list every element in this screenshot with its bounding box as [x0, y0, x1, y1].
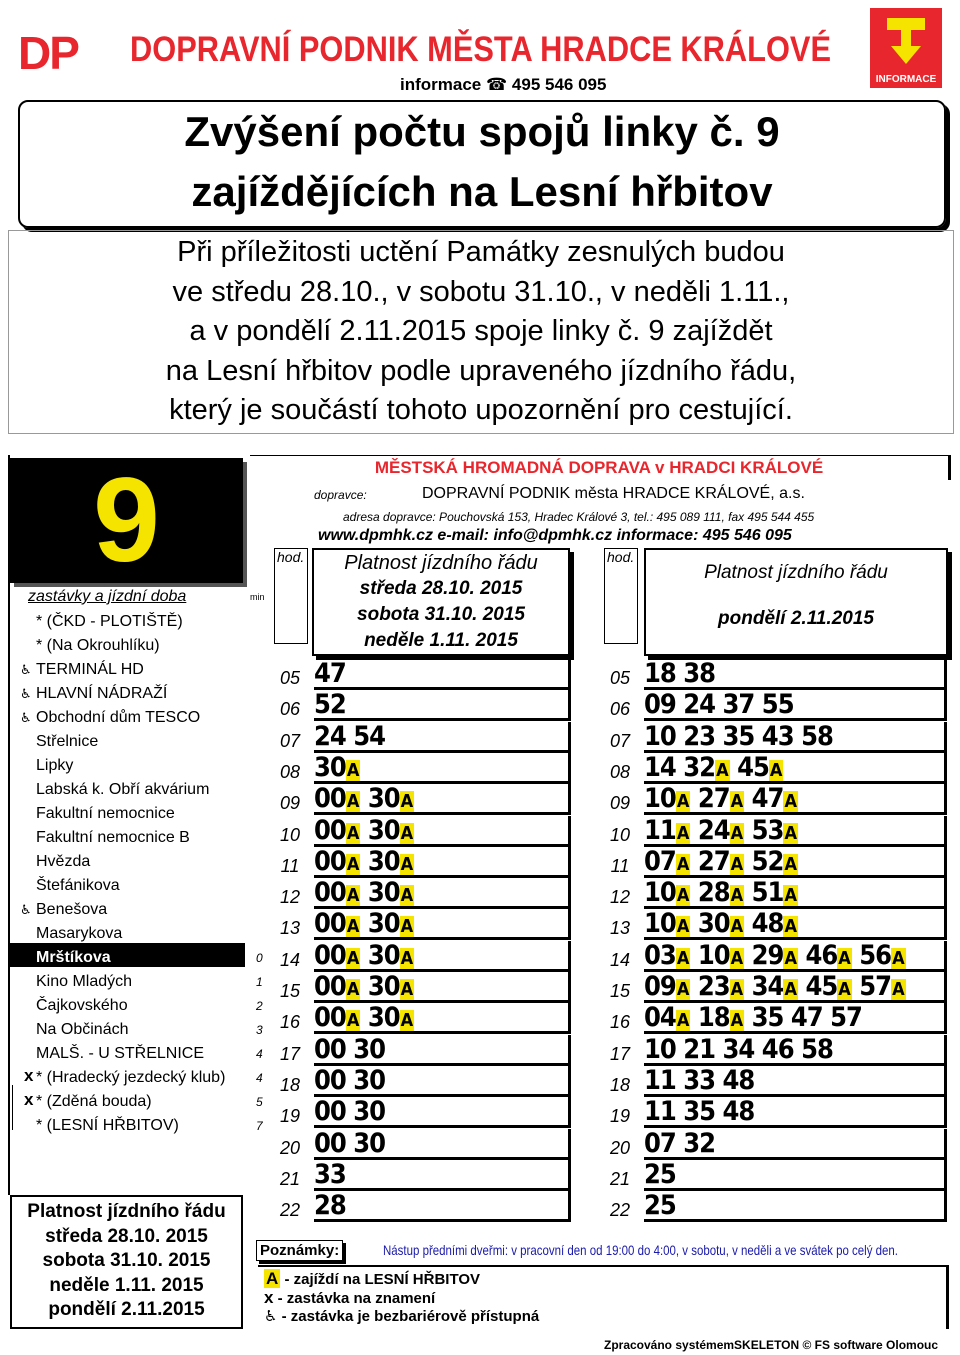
lesni-hrbitov-marker: A: [676, 822, 690, 844]
departure-minute: 52: [314, 689, 346, 721]
hour-header: hod.: [604, 548, 638, 644]
lesni-hrbitov-marker: A: [769, 759, 783, 781]
departure-minute: 00A: [314, 1002, 360, 1034]
departures-cell: [314, 1003, 571, 1034]
stop-travel-time: 4: [256, 1047, 263, 1061]
hour-cell: 18: [279, 1074, 301, 1095]
stop-name: * (LESNÍ HŘBITOV): [36, 1117, 179, 1134]
departure-minute: 35: [751, 1002, 784, 1034]
hour-header: hod.: [274, 548, 308, 644]
hour-cell: 20: [279, 1137, 301, 1158]
departure-minute: 37: [722, 689, 755, 721]
departure-minute: 11A: [644, 814, 690, 846]
departures-cell: [314, 909, 571, 940]
hour-cell: 16: [279, 1012, 301, 1033]
hour-cell: 21: [279, 1168, 301, 1189]
notice-line: který je součástí tohoto upozornění pro cestující.: [169, 394, 793, 426]
departure-minute: 48: [722, 1064, 755, 1096]
lesni-hrbitov-marker: A: [676, 947, 690, 969]
hour-cell: 20: [609, 1137, 631, 1158]
departure-minute: 33: [683, 1064, 716, 1096]
hour-cell: 18: [609, 1074, 631, 1095]
departure-minute: 30A: [367, 877, 414, 909]
departure-minute: 38: [683, 658, 716, 689]
stop-name: * (ČKD - PLOTIŠTĚ): [36, 613, 183, 630]
hour-cell: 15: [609, 981, 631, 1001]
departure-minute: 10A: [644, 877, 690, 909]
hour-cell: 14: [609, 949, 631, 970]
stop-name: Čajkovského: [36, 997, 128, 1014]
departure-minute: 30A: [367, 783, 414, 815]
legend-text: - zajíždí na LESNÍ HŘBITOV: [284, 1271, 481, 1288]
departure-minute: 10A: [644, 783, 690, 815]
departures-cell: [644, 753, 947, 784]
departures-cell: [644, 722, 947, 753]
hour-cell: 11: [610, 855, 630, 876]
stop-travel-time: 5: [256, 1095, 263, 1109]
lesni-hrbitov-marker: A: [838, 947, 851, 969]
hour-cell: 05: [279, 668, 301, 688]
lesni-hrbitov-marker: A: [346, 916, 360, 938]
departures-cell: [644, 1097, 947, 1128]
legend-key: A: [266, 1269, 279, 1288]
departures-cell: [644, 784, 947, 815]
hour-cell: 21: [609, 1168, 631, 1189]
departures-cell: [644, 659, 947, 690]
legend-item: [264, 1269, 480, 1289]
departure-minute: 57A: [859, 971, 905, 1002]
departures-cell: [644, 909, 947, 940]
departures-cell: [314, 1129, 571, 1160]
stop-name: MALŠ. - U STŘELNICE: [36, 1045, 205, 1062]
hour-cell: 19: [279, 1106, 301, 1127]
departure-minute: 30A: [367, 971, 414, 1002]
notice-line: Při příležitosti uctění Památky zesnulých budou: [177, 236, 785, 268]
hour-cell: 11: [280, 855, 300, 876]
departures-cell: [314, 722, 571, 753]
departure-minute: 25: [644, 1158, 676, 1190]
hour-cell: 10: [279, 824, 301, 845]
departure-minute: 47A: [751, 783, 797, 815]
footer: Zpracováno systémemSKELETON © FS software Olomouc: [604, 1338, 939, 1352]
departure-minute: 35: [683, 1096, 716, 1128]
headline-line2: zajíždějících na Lesní hřbitov: [191, 168, 773, 215]
notes-label: Poznámky:: [256, 1240, 343, 1261]
stop-name: Na Občinách: [36, 1021, 129, 1038]
lesni-hrbitov-marker: A: [676, 1010, 690, 1032]
stop-travel-time: 3: [256, 1023, 263, 1037]
departure-minute: 43: [761, 720, 794, 752]
lesni-hrbitov-marker: A: [892, 947, 905, 969]
stop-travel-time: 7: [256, 1119, 263, 1133]
lesni-hrbitov-marker: A: [346, 979, 360, 1000]
hour-cell: 07: [609, 730, 631, 751]
lesni-hrbitov-marker: A: [400, 947, 414, 969]
stop-name: ♿ TERMINÁL HD: [36, 660, 144, 680]
hour-cell: 09: [279, 793, 301, 814]
lesni-hrbitov-marker: A: [676, 853, 690, 875]
departures-cell: [314, 1191, 571, 1222]
legend-key: x: [264, 1288, 274, 1307]
departure-minute: 48: [722, 1096, 755, 1128]
lesni-hrbitov-marker: A: [346, 885, 360, 907]
stop-travel-time: 1: [256, 975, 263, 989]
hour-cell: 07: [279, 730, 301, 751]
departures-cell: [644, 941, 947, 972]
departure-minute: 30A: [367, 814, 414, 846]
validity-title: Platnost jízdního řádu: [344, 552, 538, 574]
departure-minute: 32A: [683, 751, 729, 783]
lesni-hrbitov-marker: A: [400, 822, 414, 844]
phone-icon: ☎: [485, 75, 508, 94]
lesni-hrbitov-marker: A: [400, 791, 414, 813]
departure-minute: 00A: [314, 814, 360, 846]
departure-minute: 04A: [644, 1002, 690, 1034]
departures-cell: [314, 1035, 571, 1066]
validity-date: neděle 1.11. 2015: [364, 630, 518, 651]
line-number: 9: [93, 453, 160, 587]
direction-line: [12, 1085, 13, 1130]
departure-minute: 07: [644, 1127, 676, 1159]
headline-line1: Zvýšení počtu spojů linky č. 9: [184, 108, 780, 155]
info-badge-label: INFORMACE: [875, 74, 937, 85]
info-label: informace: [400, 75, 482, 94]
departure-minute: 00A: [314, 939, 360, 971]
departure-minute: 30A: [367, 908, 414, 940]
departure-minute: 34: [722, 1033, 755, 1065]
notice-text: [8, 230, 954, 434]
operator-contacts: www.dpmhk.cz e-mail: info@dpmhk.cz informace: 495 546 095: [318, 527, 792, 544]
stop-name: ♿ Benešova: [36, 900, 107, 920]
departure-minute: 21: [683, 1033, 716, 1065]
hour-cell: 08: [609, 761, 631, 782]
departure-minute: 35: [722, 720, 755, 752]
departure-minute: 10: [644, 1033, 676, 1065]
request-stop-mark: x: [24, 1066, 34, 1085]
departure-minute: 09A: [644, 971, 690, 1002]
departure-minute: 28: [314, 1190, 346, 1222]
stop-name: Hvězda: [36, 853, 91, 870]
wheelchair-icon: ♿: [264, 1308, 278, 1325]
lesni-hrbitov-marker: A: [730, 947, 744, 969]
stop-travel-time: 2: [256, 999, 263, 1013]
lesni-hrbitov-marker: A: [346, 759, 360, 781]
validity-box-weekend: [312, 548, 570, 656]
lesni-hrbitov-marker: A: [730, 1010, 744, 1032]
lesni-hrbitov-marker: A: [784, 947, 797, 969]
hour-cell: 13: [279, 918, 301, 939]
min-label: min: [250, 592, 265, 602]
stop-name: ♿ HLAVNÍ NÁDRAŽÍ: [36, 684, 167, 704]
departure-minute: 48A: [751, 908, 797, 940]
validity-date: pondělí 2.11.2015: [48, 1299, 205, 1320]
departures-cell: [314, 753, 571, 784]
departure-minute: 30: [353, 1064, 386, 1096]
departure-minute: 27A: [697, 845, 744, 877]
stop-name: Střelnice: [36, 733, 99, 750]
mhd-title: MĚSTSKÁ HROMADNÁ DOPRAVA v HRADCI KRÁLOVÉ: [250, 455, 951, 480]
left-validity-box: [10, 1195, 243, 1329]
departures-cell: [644, 847, 947, 878]
stop-name: Mrštíkova: [36, 949, 111, 966]
validity-date: sobota 31.10. 2015: [42, 1250, 211, 1271]
validity-title: Platnost jízdního řádu: [27, 1201, 226, 1222]
lesni-hrbitov-marker: A: [730, 822, 744, 844]
stop-name: Fakultní nemocnice: [36, 805, 175, 822]
legend-item: [264, 1307, 539, 1325]
departure-minute: 00A: [314, 971, 360, 1002]
departure-minute: 29A: [751, 939, 797, 971]
lesni-hrbitov-marker: A: [400, 885, 414, 907]
departure-minute: 30A: [367, 1002, 414, 1034]
lesni-hrbitov-marker: A: [400, 916, 414, 938]
lesni-hrbitov-marker: A: [676, 916, 690, 938]
validity-date: sobota 31.10. 2015: [357, 604, 525, 625]
departure-minute: 18: [644, 658, 676, 689]
stop-name: * (Hradecký jezdecký klub): [36, 1069, 226, 1086]
departures-cell: [644, 972, 947, 1003]
departure-minute: 23A: [697, 971, 744, 1002]
departures-cell: [644, 690, 947, 721]
lesni-hrbitov-marker: A: [730, 979, 744, 1000]
departure-minute: 30: [353, 1033, 386, 1065]
departures-cell: [314, 847, 571, 878]
down-arrow-icon: [885, 16, 927, 66]
departure-minute: 07A: [644, 845, 690, 877]
departure-minute: 27A: [697, 783, 744, 815]
departures-cell: [314, 1097, 571, 1128]
departure-minute: 56A: [859, 939, 905, 971]
lesni-hrbitov-marker: A: [676, 791, 690, 813]
stop-travel-time: 0: [256, 951, 263, 965]
validity-date: středa 28.10. 2015: [359, 578, 523, 599]
departures-cell: [314, 1066, 571, 1097]
legend-item: [264, 1288, 435, 1308]
departure-minute: 47: [314, 658, 346, 689]
departure-minute: 47: [790, 1002, 823, 1034]
lesni-hrbitov-marker: A: [730, 916, 744, 938]
lesni-hrbitov-marker: A: [730, 791, 744, 813]
operator-name: DOPRAVNÍ PODNIK města HRADCE KRÁLOVÉ, a.s.: [422, 485, 805, 502]
departure-minute: 00A: [314, 877, 360, 909]
departures-cell: [644, 1160, 947, 1191]
departures-cell: [644, 1066, 947, 1097]
notice-line: na Lesní hřbitov podle upraveného jízdního řádu,: [165, 354, 797, 387]
departures-cell: [644, 1035, 947, 1066]
departure-minute: 58: [801, 720, 833, 752]
hour-cell: 12: [279, 887, 301, 908]
departures-cell: [314, 659, 571, 690]
departures-cell: [314, 972, 571, 1003]
validity-date: pondělí 2.11.2015: [718, 608, 874, 629]
departures-cell: [314, 878, 571, 909]
stop-name: Fakultní nemocnice B: [36, 829, 190, 846]
departure-minute: 24: [683, 689, 716, 721]
departure-minute: 55: [761, 689, 794, 721]
dp-logo: DP: [18, 27, 78, 79]
departure-minute: 11: [644, 1096, 676, 1128]
hour-cell: 17: [609, 1043, 631, 1064]
request-stop-mark: x: [24, 1090, 34, 1109]
departures-cell: [644, 878, 947, 909]
departure-minute: 53A: [751, 814, 797, 846]
lesni-hrbitov-marker: A: [346, 947, 360, 969]
validity-date: neděle 1.11. 2015: [49, 1274, 204, 1296]
lesni-hrbitov-marker: A: [730, 853, 744, 875]
departure-minute: 00: [314, 1033, 346, 1065]
departure-minute: 10: [644, 720, 676, 752]
departure-minute: 30A: [367, 845, 414, 877]
departure-minute: 18A: [697, 1002, 744, 1034]
legend-text: - zastávka je bezbariérově přístupná: [281, 1308, 540, 1325]
hour-cell: 08: [279, 761, 301, 782]
departure-minute: 30: [353, 1127, 386, 1159]
stop-name: Labská k. Obří akvárium: [36, 781, 210, 798]
departure-minute: 45A: [737, 751, 783, 783]
departure-minute: 30A: [367, 939, 414, 971]
departure-minute: 28A: [697, 877, 744, 909]
lesni-hrbitov-marker: A: [784, 979, 797, 1000]
hour-cell: 12: [609, 887, 631, 908]
departure-minute: 10A: [644, 908, 690, 940]
notice-line: a v pondělí 2.11.2015 spoje linky č. 9 zajíždět: [189, 315, 773, 347]
lesni-hrbitov-marker: A: [784, 916, 797, 938]
hour-cell: 15: [279, 981, 301, 1001]
validity-title: Platnost jízdního řádu: [704, 562, 888, 583]
lesni-hrbitov-marker: A: [346, 853, 360, 875]
departure-minute: 30A: [314, 751, 360, 783]
lesni-hrbitov-marker: A: [400, 853, 414, 875]
departures-cell: [314, 690, 571, 721]
departure-minute: 03A: [644, 939, 690, 971]
departure-minute: 00A: [314, 908, 360, 940]
hour-cell: 22: [279, 1200, 301, 1221]
stop-name: * (Na Okrouhlíku): [36, 637, 160, 654]
departure-minute: 11: [644, 1064, 676, 1096]
hour-cell: 10: [609, 824, 631, 845]
departure-minute: 46A: [805, 939, 851, 971]
hour-cell: 19: [609, 1106, 631, 1127]
hour-cell: 09: [609, 793, 631, 814]
headline: [18, 100, 946, 228]
validity-date: středa 28.10. 2015: [45, 1225, 208, 1247]
stop-name: Kino Mladých: [36, 973, 133, 990]
stop-name: * (Zděná bouda): [36, 1093, 152, 1110]
lesni-hrbitov-marker: A: [346, 1010, 360, 1032]
departure-minute: 34A: [751, 971, 797, 1002]
departure-minute: 00: [314, 1064, 346, 1096]
info-phone-line: [400, 75, 606, 95]
departure-minute: 25: [644, 1190, 676, 1222]
departures-cell: [314, 816, 571, 847]
departures-cell: [644, 1129, 947, 1160]
departure-minute: 00: [314, 1096, 346, 1128]
departure-minute: 14: [644, 751, 676, 783]
hour-cell: 17: [279, 1043, 301, 1064]
departure-minute: 32: [683, 1127, 716, 1159]
stop-travel-time: 4: [256, 1071, 263, 1085]
departure-minute: 58: [801, 1033, 833, 1065]
hour-cell: 14: [279, 949, 301, 970]
departure-minute: 00: [314, 1127, 346, 1159]
hour-cell: 22: [609, 1200, 631, 1221]
departure-minute: 46: [761, 1033, 794, 1065]
lesni-hrbitov-marker: A: [676, 979, 690, 1000]
stop-name: Štefánikova: [36, 877, 120, 894]
operator-address: adresa dopravce: Pouchovská 153, Hradec Králové 3, tel.: 495 089 111, fax 495 544 455: [343, 510, 815, 524]
hour-cell: 06: [609, 699, 631, 720]
lesni-hrbitov-marker: A: [892, 979, 905, 1000]
lesni-hrbitov-marker: A: [716, 759, 729, 781]
departure-minute: 24: [314, 720, 346, 752]
departure-minute: 24A: [697, 814, 744, 846]
hour-cell: 05: [609, 668, 631, 688]
lesni-hrbitov-marker: A: [400, 1010, 414, 1032]
stop-name: ♿ Obchodní dům TESCO: [36, 708, 200, 728]
stop-name: Lipky: [36, 757, 74, 774]
stops-title: zastávky a jízdní doba: [28, 588, 187, 605]
departure-minute: 00A: [314, 783, 360, 815]
company-name: DOPRAVNÍ PODNIK MĚSTA HRADCE KRÁLOVÉ: [130, 30, 832, 69]
departure-minute: 30: [353, 1096, 386, 1128]
departure-minute: 33: [314, 1158, 346, 1190]
lesni-hrbitov-marker: A: [730, 885, 744, 907]
lesni-hrbitov-marker: A: [346, 791, 360, 813]
departure-minute: 09: [644, 689, 676, 721]
departure-minute: 52A: [751, 845, 797, 877]
lesni-hrbitov-marker: A: [784, 853, 797, 875]
operator-label: dopravce:: [314, 488, 367, 502]
stop-name: Masarykova: [36, 925, 123, 942]
lesni-hrbitov-marker: A: [346, 822, 360, 844]
departure-minute: 10A: [697, 939, 744, 971]
hour-cell: 13: [609, 918, 631, 939]
lesni-hrbitov-marker: A: [676, 885, 690, 907]
departures-cell: [314, 941, 571, 972]
lesni-hrbitov-marker: A: [838, 979, 851, 1000]
departure-minute: 54: [353, 720, 386, 752]
departures-cell: [314, 1160, 571, 1191]
departure-minute: 30A: [697, 908, 744, 940]
lesni-hrbitov-marker: A: [784, 885, 797, 907]
info-phone: 495 546 095: [511, 75, 607, 94]
departure-minute: 45A: [805, 971, 851, 1002]
departure-minute: 23: [683, 720, 716, 752]
departures-cell: [314, 784, 571, 815]
departure-minute: 51A: [751, 877, 797, 909]
hour-cell: 06: [279, 699, 301, 720]
notes-text: Nástup předními dveřmi: v pracovní den od 19:00 do 4:00, v sobotu, v neděli a ve svátek po celý den.: [383, 1242, 898, 1258]
validity-box-monday: [644, 548, 948, 656]
notice-line: ve středu 28.10., v sobotu 31.10., v neděli 1.11.,: [172, 275, 790, 308]
legend: [258, 1265, 949, 1329]
departure-minute: 00A: [314, 845, 360, 877]
lesni-hrbitov-marker: A: [400, 979, 414, 1000]
hour-cell: 16: [609, 1012, 631, 1033]
lesni-hrbitov-marker: A: [784, 791, 797, 813]
lesni-hrbitov-marker: A: [784, 822, 797, 844]
info-badge: [870, 8, 942, 88]
departures-cell: [644, 1003, 947, 1034]
departures-cell: [644, 816, 947, 847]
departure-minute: 57: [830, 1002, 862, 1034]
departures-cell: [644, 1191, 947, 1222]
legend-text: - zastávka na znamení: [277, 1290, 436, 1307]
